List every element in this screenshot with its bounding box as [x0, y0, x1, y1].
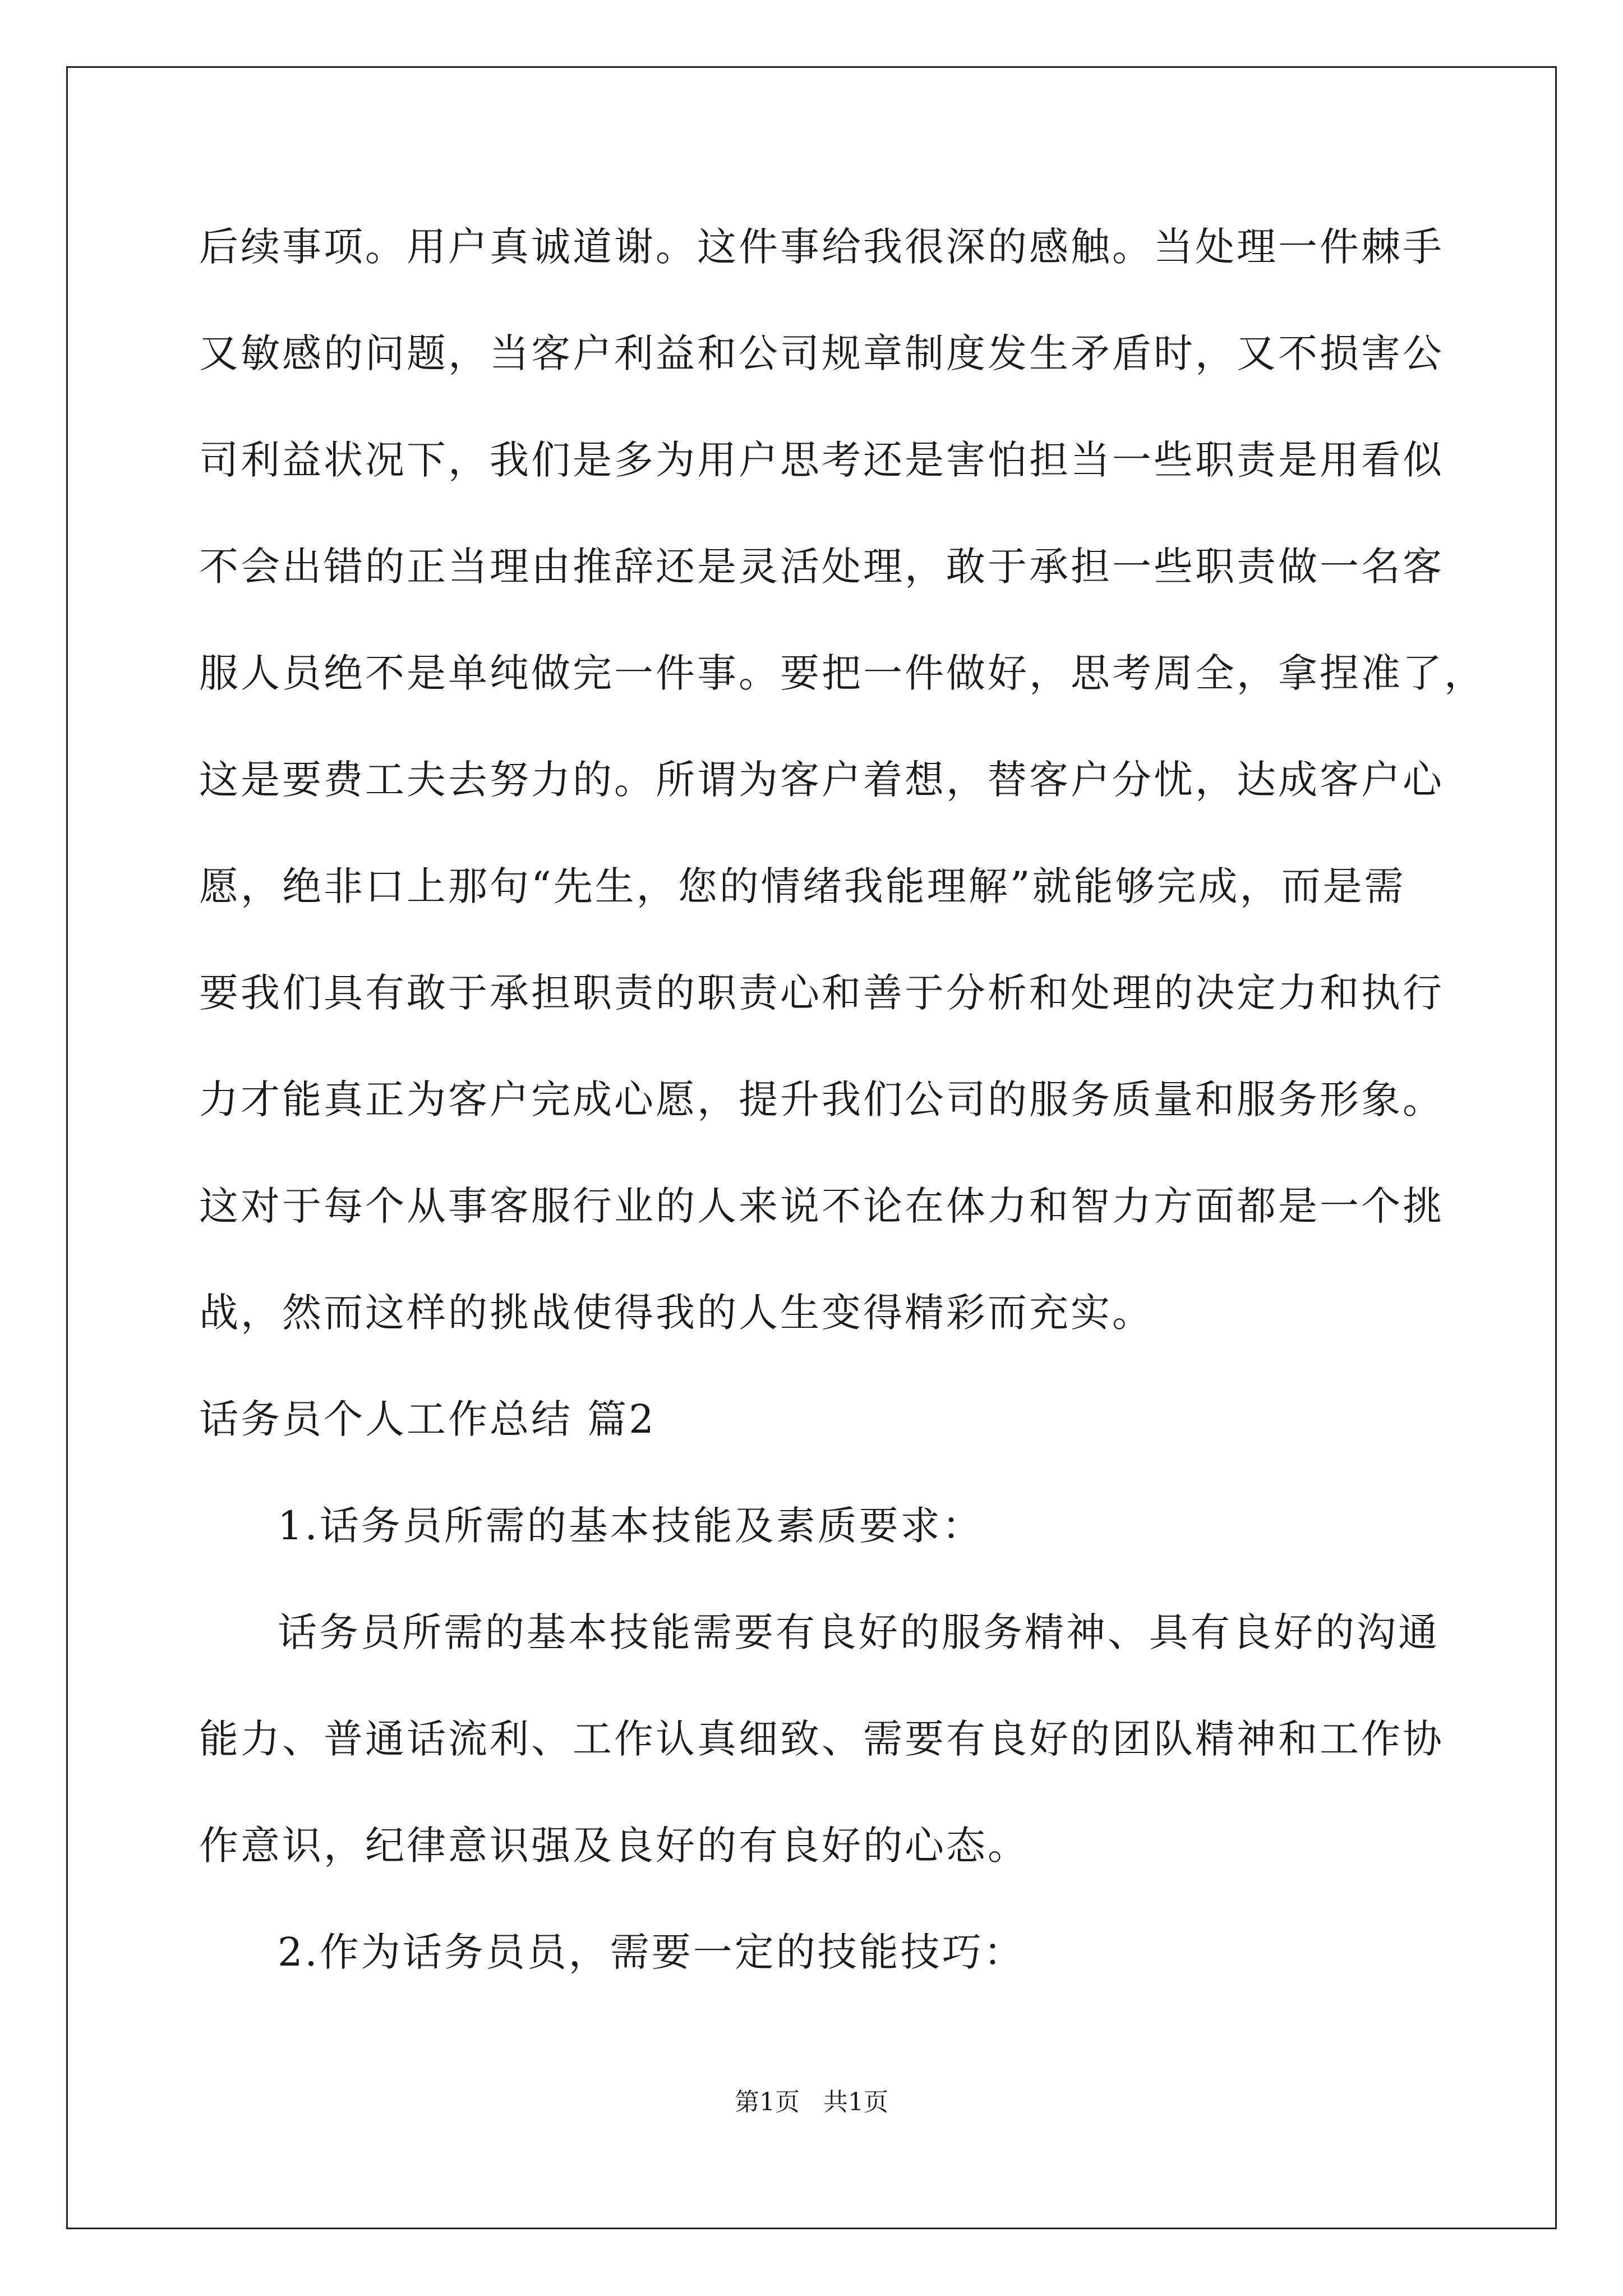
paragraph-line: 这对于每个从事客服行业的人来说不论在体力和智力方面都是一个挑: [199, 1183, 1444, 1229]
paragraph-line: 要我们具有敢于承担职责的职责心和善于分析和处理的决定力和执行: [199, 970, 1444, 1016]
paragraph-line: 不会出错的正当理由推辞还是灵活处理，敢于承担一些职责做一名客: [199, 544, 1444, 590]
paragraph-line: 司利益状况下，我们是多为用户思考还是害怕担当一些职责是用看似: [199, 437, 1444, 483]
paragraph-line: 话务员所需的基本技能需要有良好的服务精神、具有良好的沟通: [278, 1609, 1440, 1655]
paragraph-line: 能力、普通话流利、工作认真细致、需要有良好的团队精神和工作协: [199, 1716, 1444, 1762]
paragraph-line: 又敏感的问题，当客户利益和公司规章制度发生矛盾时，又不损害公: [199, 330, 1444, 376]
paragraph-line: 后续事项。用户真诚道谢。这件事给我很深的感触。当处理一件棘手: [199, 224, 1444, 270]
section-heading: 话务员个人工作总结 篇2: [199, 1396, 656, 1442]
page-footer: 第1页 共1页: [735, 2088, 888, 2116]
paragraph-line: 力才能真正为客户完成心愿，提升我们公司的服务质量和服务形象。: [199, 1076, 1444, 1122]
paragraph-line: 服人员绝不是单纯做完一件事。要把一件做好，思考周全，拿捏准了，: [199, 650, 1486, 696]
paragraph-line: 这是要费工夫去努力的。所谓为客户着想，替客户分忧，达成客户心: [199, 757, 1444, 803]
paragraph-line: 作意识，纪律意识强及良好的有良好的心态。: [199, 1823, 1029, 1869]
item-heading: 1.话务员所需的基本技能及素质要求：: [278, 1503, 984, 1549]
item-heading: 2.作为话务员员，需要一定的技能技巧：: [278, 1929, 1025, 1975]
page-border: [66, 66, 1557, 2229]
paragraph-line: 愿，绝非口上那句“先生，您的情绪我能理解”就能够完成，而是需: [199, 863, 1406, 909]
paragraph-line: 战，然而这样的挑战使得我的人生变得精彩而充实。: [199, 1290, 1154, 1336]
